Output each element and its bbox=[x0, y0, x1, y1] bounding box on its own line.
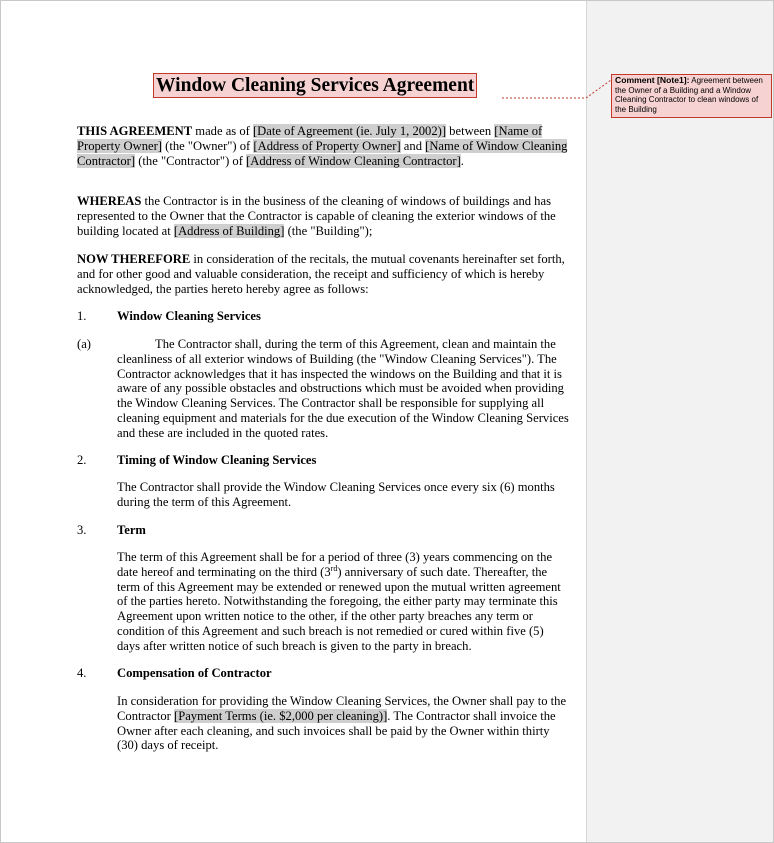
now-therefore-text: and for other good and valuable consideration, the receipt and sufficiency of which is hereby bbox=[77, 266, 545, 281]
body-line: cleanliness of all exterior windows of Building (the "Window Cleaning Services"). The bbox=[117, 351, 557, 366]
section-2-body bbox=[117, 480, 579, 510]
intro-paragraph bbox=[77, 124, 579, 168]
section-number: 2. bbox=[77, 453, 87, 467]
section-heading: Window Cleaning Services bbox=[117, 309, 261, 323]
body-line: Agreement upon written notice to the other, if the other party breaches any term or bbox=[117, 609, 533, 624]
whereas-text: represented to the Owner that the Contractor is capable of cleaning the exterior windows of the bbox=[77, 208, 556, 223]
body-line: Contractor acknowledges that it has inspected the windows on the Building and that it is bbox=[117, 366, 562, 381]
body-text: ) anniversary of such date. Thereafter, the bbox=[337, 564, 548, 579]
body-line: Owner after each cleaning, and such invoices shall be paid by the Owner within thirty bbox=[117, 723, 550, 738]
intro-text: . bbox=[460, 153, 464, 168]
intro-lead: THIS AGREEMENT bbox=[77, 124, 193, 138]
intro-text: between bbox=[446, 124, 495, 138]
section-number: 3. bbox=[77, 523, 87, 537]
comment-margin-pane bbox=[586, 0, 774, 843]
intro-text: (the "Owner") of bbox=[161, 138, 254, 153]
section-heading: Term bbox=[117, 523, 146, 537]
body-text: . The Contractor shall invoice the bbox=[387, 708, 556, 723]
body-line: In consideration for providing the Window Cleaning Services, the Owner shall pay to the bbox=[117, 694, 567, 708]
body-line: The Contractor shall, during the term of this Agreement, clean and maintain the bbox=[155, 337, 556, 351]
section-number: 1. bbox=[77, 309, 87, 323]
section-3-body bbox=[117, 550, 579, 654]
now-therefore-text: acknowledged, the parties hereto hereby agree as follows: bbox=[77, 281, 369, 296]
contractor-name-placeholder[interactable]: Contractor] bbox=[77, 153, 136, 168]
building-address-placeholder[interactable]: [Address of Building] bbox=[173, 223, 285, 238]
now-therefore-lead: NOW THEREFORE bbox=[77, 252, 191, 266]
body-line: cleaning equipment and materials for the due execution of the Window Cleaning Services bbox=[117, 410, 569, 425]
comment-balloon[interactable] bbox=[611, 74, 772, 118]
body-line: of the parties hereto. Notwithstanding the foregoing, the either party may terminate this bbox=[117, 594, 558, 609]
body-line: (30) days of receipt. bbox=[117, 738, 219, 753]
whereas-lead: WHEREAS bbox=[77, 194, 142, 208]
comment-text: Agreement between the Owner of a Building and a Window Cleaning Contractor to clean windows of the Building bbox=[615, 76, 763, 114]
payment-terms-placeholder[interactable]: [Payment Terms (ie. $2,000 per cleaning)] bbox=[174, 708, 388, 723]
body-line: days after written notice of such breach is given to the party in breach. bbox=[117, 638, 472, 653]
owner-address-placeholder[interactable]: [Address of Property Owner] bbox=[253, 138, 401, 153]
contractor-address-placeholder[interactable]: [Address of Window Cleaning Contractor] bbox=[246, 153, 461, 168]
whereas-paragraph bbox=[77, 194, 579, 238]
body-line: The term of this Agreement shall be for a period of three (3) years commencing on the bbox=[117, 550, 553, 564]
body-text: date hereof and terminating on the third (3 bbox=[117, 564, 331, 579]
body-line: The Contractor shall provide the Window Cleaning Services once every six (6) months bbox=[117, 480, 555, 494]
section-4-body bbox=[117, 694, 579, 753]
document-title[interactable]: Window Cleaning Services Agreement bbox=[153, 73, 477, 98]
owner-name-placeholder[interactable]: [Name of bbox=[494, 124, 543, 138]
comment-label: Comment [Note1]: bbox=[615, 75, 690, 85]
section-number: 4. bbox=[77, 666, 87, 680]
ordinal-suffix: rd bbox=[330, 563, 338, 573]
section-1-body bbox=[117, 337, 579, 441]
intro-text: and bbox=[400, 138, 426, 153]
intro-text: (the "Contractor") of bbox=[135, 153, 247, 168]
intro-text: made as of bbox=[192, 124, 253, 138]
whereas-text: building located at bbox=[77, 223, 174, 238]
owner-name-placeholder[interactable]: Property Owner] bbox=[77, 138, 162, 153]
body-line: the Window Cleaning Services. The Contractor shall be responsible for supplying all bbox=[117, 396, 545, 411]
contractor-name-placeholder[interactable]: [Name of Window Cleaning bbox=[425, 138, 568, 153]
now-therefore-text: in consideration of the recitals, the mutual covenants hereinafter set forth, bbox=[190, 252, 565, 266]
date-placeholder[interactable]: [Date of Agreement (ie. July 1, 2002)] bbox=[252, 124, 447, 138]
body-line: during the term of this Agreement. bbox=[117, 494, 292, 509]
body-line: aware of any possible obstacles and obstructions which must be avoided when providing bbox=[117, 381, 564, 396]
now-therefore-paragraph bbox=[77, 252, 579, 296]
section-heading: Timing of Window Cleaning Services bbox=[117, 453, 317, 467]
section-heading: Compensation of Contractor bbox=[117, 666, 272, 680]
body-text: Contractor bbox=[117, 708, 175, 723]
subsection-number: (a) bbox=[77, 337, 91, 351]
whereas-text: (the "Building"); bbox=[284, 223, 373, 238]
body-line: term of this Agreement may be extended or renewed upon the mutual written agreement bbox=[117, 579, 561, 594]
body-line: condition of this Agreement and such breach is not remedied or cured within five (5) bbox=[117, 623, 544, 638]
whereas-text: the Contractor is in the business of the cleaning of windows of buildings and has bbox=[141, 194, 551, 208]
body-line: and these are included in the quoted rates. bbox=[117, 425, 329, 440]
